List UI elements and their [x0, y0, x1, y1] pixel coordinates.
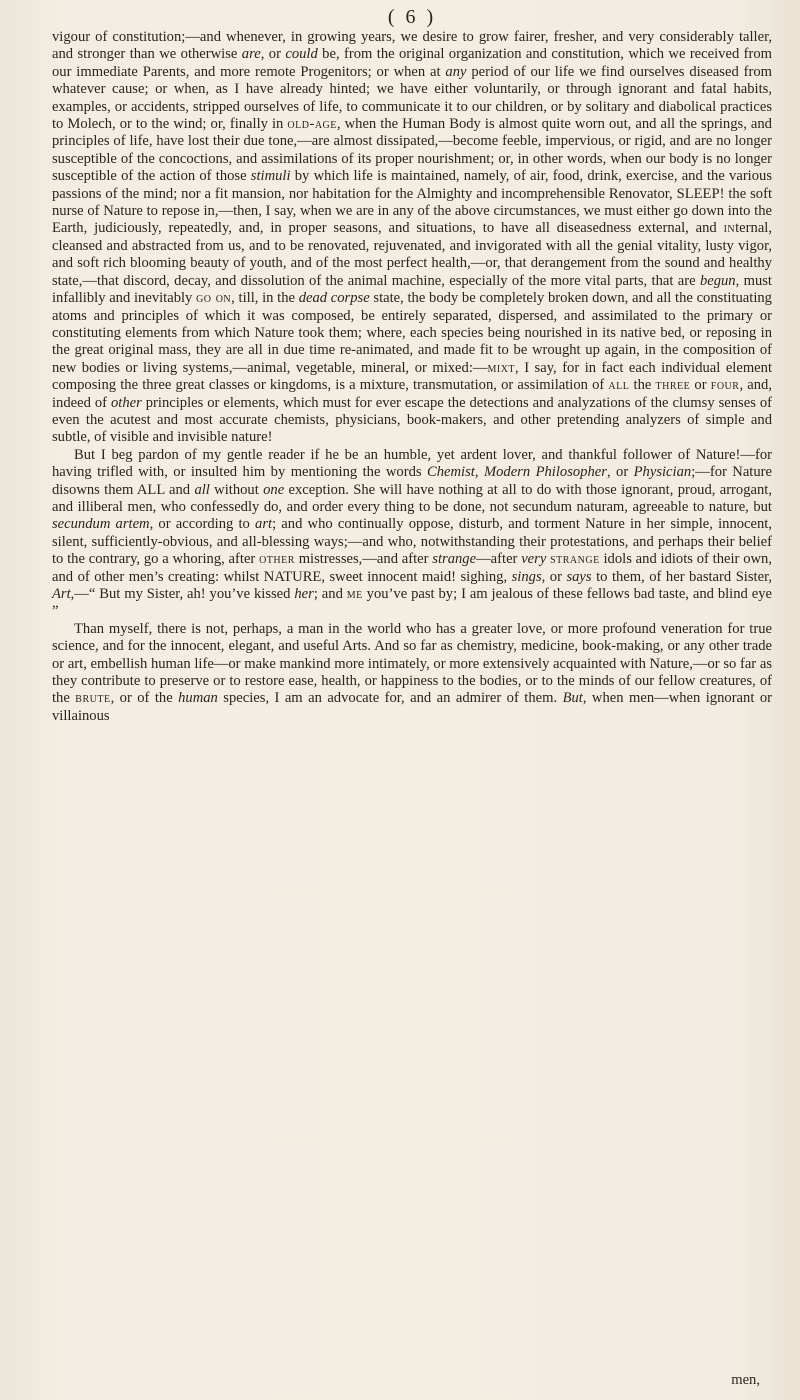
text-run: vigour of constitution;—and whenever, in growing years, we desire to grow fairer, fresher, and very considerably taller, and stronger than we otherwise — [52, 29, 772, 63]
text-run: , when men—when ignorant or villainous — [52, 690, 772, 724]
text-run: , when the Human Body is almost quite worn out, and all the springs, and principles of life, have lost their due tone,—are almost dissipated,—become feeble, impervious, or rigid, and are no longer susceptible of the concoctions, and assimilations of its proper nourishment; or, in other words, when our body is no longer susceptible of the action of those — [52, 116, 772, 185]
text-run: by which life is maintained, namely, of air, food, drink, exercise, and the various passions of the mind; nor a fit mansion, nor habitation for the Almighty and incomprehensible Renovator, SLEEP! the soft nurse of Nature to repose in,—then, I say, when we are in any of the above circumstances, we must either go down into the Earth, judiciously, repeatedly, and, in proper seasons, and situations, to have all diseasedness external, and — [52, 168, 773, 237]
small-caps-run: mixt — [487, 359, 516, 376]
text-run: without — [209, 481, 264, 498]
text-run: idols and idiots of their own, and of other men’s creating: whilst NATURE, sweet innocent maid! sighing, — [52, 551, 772, 585]
small-caps-run: in — [723, 220, 736, 237]
italic-run: dead corpse — [298, 290, 370, 307]
paragraph-1 — [52, 29, 772, 447]
italic-run: one — [263, 481, 285, 498]
text-run: ,—“ But my Sister, ah! you’ve kissed — [70, 586, 295, 602]
page-number: ( 6 ) — [387, 6, 437, 28]
catchword: men, — [731, 1372, 760, 1388]
small-caps-run: four — [710, 377, 740, 394]
text-run: species, I am an advocate for, and an admirer of them. — [217, 690, 563, 707]
text-run: or — [690, 377, 711, 394]
small-caps-run: brute — [75, 690, 111, 707]
small-caps-run: all — [608, 377, 630, 394]
text-run: to them, of her bastard Sister, — [591, 568, 772, 585]
small-caps-run: three — [655, 377, 691, 394]
paragraph-3 — [52, 621, 772, 725]
text-run: , must infallibly and inevitably — [52, 272, 772, 307]
italic-run: other — [110, 394, 142, 411]
text-run: , or according to — [149, 516, 256, 533]
small-caps-run: old-age — [287, 116, 337, 133]
text-run: , — [474, 464, 484, 481]
text-run: be, from the original organization and constitution, which we received from our immediate Parents, and more remote Progenitors; or when at — [52, 46, 773, 80]
text-run: ; and who continually oppose, disturb, and torment Nature in her simple, innocent, silent, sufficiently-obvious, and all-blessing ways;—and who, notwithstanding their protestations, and perhaps their belief to the contrary, go a whoring, after — [52, 516, 772, 568]
paragraph-2-text — [52, 447, 772, 620]
italic-run: art — [255, 516, 273, 533]
text-run: ; and — [313, 586, 347, 602]
text-run: principles or elements, which must for ever escape the detections and analyzations of the clumsy senses of even the acutest and most accurate chemists, physicians, book-makers, and other pretending analyzers of simple and subtle, of visible and invisible nature! — [52, 394, 772, 446]
text-run: the — [629, 377, 656, 394]
text-run: , or — [541, 568, 567, 585]
text-run: , or — [606, 464, 634, 481]
italic-run: Art — [52, 586, 71, 602]
italic-run: could — [285, 46, 318, 63]
text-run: But I beg pardon of my gentle reader if he be an humble, yet ardent lover, and thankful follower of Nature!—for having trifled with, or insulted him by mentioning the words — [52, 446, 772, 481]
text-run: , and, indeed of — [52, 377, 772, 411]
italic-run: secundum artem — [52, 516, 150, 533]
text-run: , till, in the — [231, 290, 299, 307]
italic-run: Modern Philosopher — [483, 464, 607, 481]
text-run: , I say, for in fact each individual element composing the three great classes or kingdoms, is a mixture, transmutation, or assimilation of — [52, 359, 773, 394]
text-run: , or of the — [110, 690, 179, 707]
text-run: —after — [476, 551, 522, 568]
small-caps-run: me — [346, 586, 363, 602]
small-caps-run: strange — [550, 551, 600, 568]
italic-run: her — [294, 586, 314, 602]
italic-run: very — [521, 551, 547, 568]
text-run: ternal, cleansed and abstracted from us, and to be renovated, rejuvenated, and invigorated with all the genial vitality, lusty vigor, and soft rich blooming beauty of youth, and of the most perfect health,—or, that derangement from the sound and healthy state,—that discord, decay, and dissolution of the animal machine, especially of the more vital parts, that are — [52, 220, 772, 289]
paragraph-2 — [52, 447, 772, 621]
paragraph-3-text — [52, 621, 772, 724]
italic-run: all — [194, 481, 210, 498]
text-run: ;—for Nature disowns them ALL and — [52, 464, 772, 498]
text-run: , or — [260, 46, 286, 63]
italic-run: stimuli — [250, 168, 291, 185]
text-run: mistresses,—and after — [294, 551, 433, 568]
italic-run: are — [241, 46, 261, 63]
italic-run: Chemist — [427, 464, 475, 481]
italic-run: But — [562, 690, 583, 707]
italic-run: says — [566, 568, 592, 585]
italic-run: strange — [432, 551, 477, 568]
small-caps-run: other — [259, 551, 295, 568]
italic-run: Physician — [633, 464, 692, 481]
italic-run: begun — [699, 272, 736, 289]
text-run: you’ve past by; I am jealous of these fellows bad taste, and blind eye ” — [52, 586, 772, 620]
paragraph-1-text — [52, 29, 772, 445]
italic-run: sings — [511, 568, 542, 585]
text-run: period of our life we find ourselves diseased from whatever cause; or when, as I have already hinted; we have either voluntarily, or through ignorant and fatal habits, examples, or accidents, stripped ourselves of life, to communicate it to our children, or by solitary and diabolical practices to Molech, or to the wind; or, finally in — [52, 63, 772, 133]
text-run: state, the body be completely broken down, and all the constituating atoms and principles of which it was composed, be entirely separated, dispersed, and assimilated to the primary or constituting elements from which Nature took them; where, each species being nourished in its native bed, or reposing in the great original mass, they are all in due time re-animated, and made fit to be wrought up again, in the composition of new bodies or living systems,—animal, vegetable, mineral, or mixed:— — [52, 290, 772, 376]
italic-run: human — [178, 690, 218, 707]
text-run: exception. She will have nothing at all to do with those ignorant, proud, arrogant, and illiberal men, who confessedly do, and order every thing to be done, not secundum naturam, agreeable to nature, but — [52, 481, 772, 515]
text-run: Than myself, there is not, perhaps, a man in the world who has a greater love, or more profound veneration for true science, and for the innocent, elegant, and useful Arts. And so far as chemistry, medicine, book-making, or any other trade or art, embellish human life—or make mankind more intimately, or more extensively acquainted with Nature,—or so far as they contribute to preserve or to restore ease, health, or happiness to the bodies, or to the minds of our fellow creatures, of the — [52, 620, 772, 707]
small-caps-run: go on — [196, 290, 232, 307]
italic-run: any — [445, 63, 467, 80]
